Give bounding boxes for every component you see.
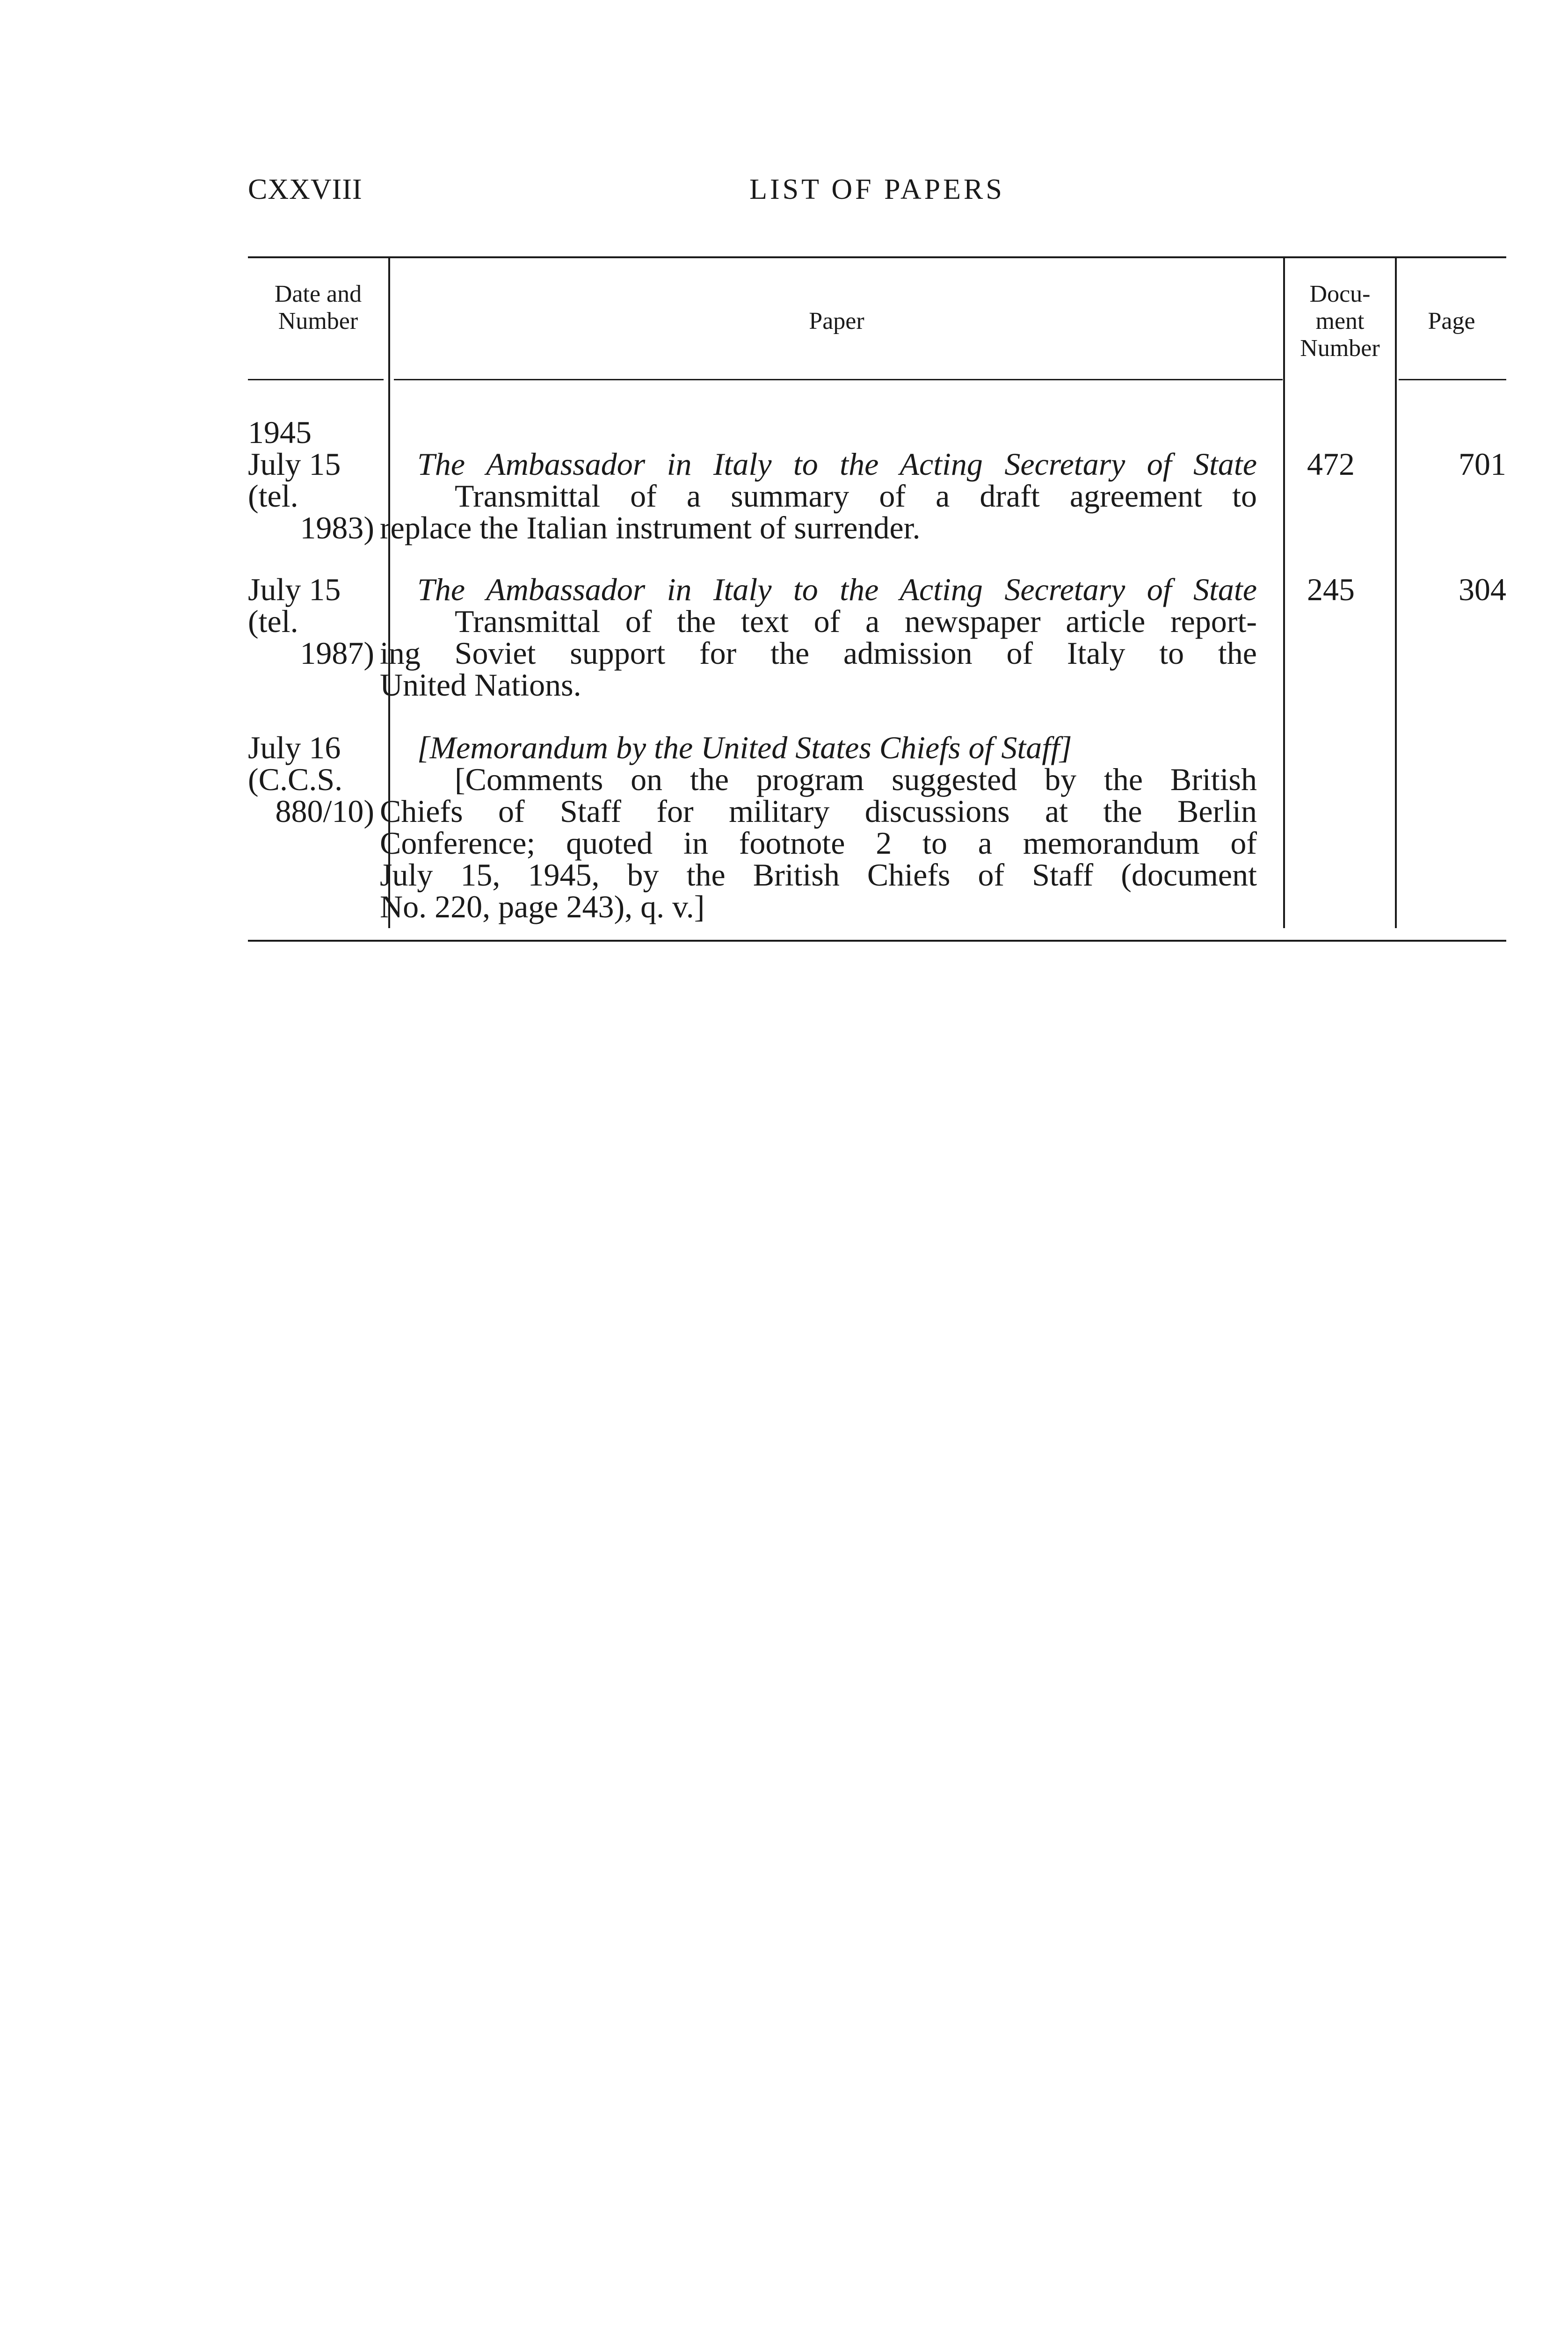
entry-title: [Memorandum by the United States Chiefs of Staff] <box>417 730 1072 765</box>
description-line: replace the Italian instrument of surrender. <box>380 510 921 545</box>
year-label: 1945 <box>248 414 312 450</box>
entry-date-line: 880/10) <box>275 793 374 829</box>
header-rule-paper <box>394 379 1283 380</box>
entry-date-line: 1983) <box>300 510 374 545</box>
header-date-line: Date and <box>274 281 362 307</box>
entry-date-line: (tel. <box>248 478 298 514</box>
entry-date-line: (tel. <box>248 603 298 639</box>
entry-document-number: 472 <box>1307 446 1355 482</box>
entry-paper <box>380 446 1257 545</box>
page-title: LIST OF PAPERS <box>749 174 1005 205</box>
table-bottom-rule <box>248 940 1506 942</box>
entry-description <box>380 762 1257 924</box>
entry-date <box>248 732 374 827</box>
description-line: Conference; quoted in footnote 2 to a memorandum of <box>380 825 1257 861</box>
header-date-number <box>248 281 388 335</box>
description-line: [Comments on the program suggested by the British <box>455 762 1257 797</box>
header-docu-line: Docu- <box>1309 281 1371 307</box>
entry-description <box>380 603 1257 703</box>
entry-paper <box>380 572 1257 703</box>
header-number-line-2: Number <box>1300 335 1380 362</box>
entry-document-number: 245 <box>1307 572 1355 607</box>
entry-date-line: July 16 <box>248 730 341 765</box>
entry-date <box>248 448 374 544</box>
header-rule-page <box>1399 379 1506 380</box>
entry-page: 701 <box>1459 446 1506 482</box>
description-line: Chiefs of Staff for military discussions at the Berlin <box>380 793 1257 829</box>
entry-title: The Ambassador in Italy to the Acting Secretary of State <box>417 572 1257 607</box>
description-line: No. 220, page 243), q. v.] <box>380 889 705 924</box>
entry-date <box>248 574 374 669</box>
description-line: ing Soviet support for the admission of Italy to the <box>380 635 1257 671</box>
page-folio: CXXVIII <box>248 174 363 205</box>
entry-paper <box>380 730 1257 924</box>
entry-date-line: (C.C.S. <box>248 762 343 797</box>
papers-table <box>248 256 1506 942</box>
description-line: July 15, 1945, by the British Chiefs of Staff (document <box>380 857 1257 893</box>
running-head <box>248 173 1506 211</box>
entry-title: The Ambassador in Italy to the Acting Secretary of State <box>417 446 1257 482</box>
table-top-rule <box>248 256 1506 258</box>
entry-date-line: July 15 <box>248 446 341 482</box>
header-ment-line: ment <box>1315 308 1365 334</box>
header-page: Page <box>1428 308 1475 334</box>
description-line: Transmittal of the text of a newspaper article report- <box>455 603 1257 639</box>
description-line: United Nations. <box>380 667 581 703</box>
entry-page: 304 <box>1459 572 1506 607</box>
description-line: Transmittal of a summary of a draft agreement to <box>455 478 1257 514</box>
entry-date-line: July 15 <box>248 572 341 607</box>
header-document-number <box>1285 281 1395 362</box>
entry-description <box>380 478 1257 545</box>
header-paper: Paper <box>809 308 864 334</box>
header-number-line: Number <box>278 308 358 334</box>
header-rule-date <box>248 379 384 380</box>
entry-date-line: 1987) <box>300 635 374 671</box>
